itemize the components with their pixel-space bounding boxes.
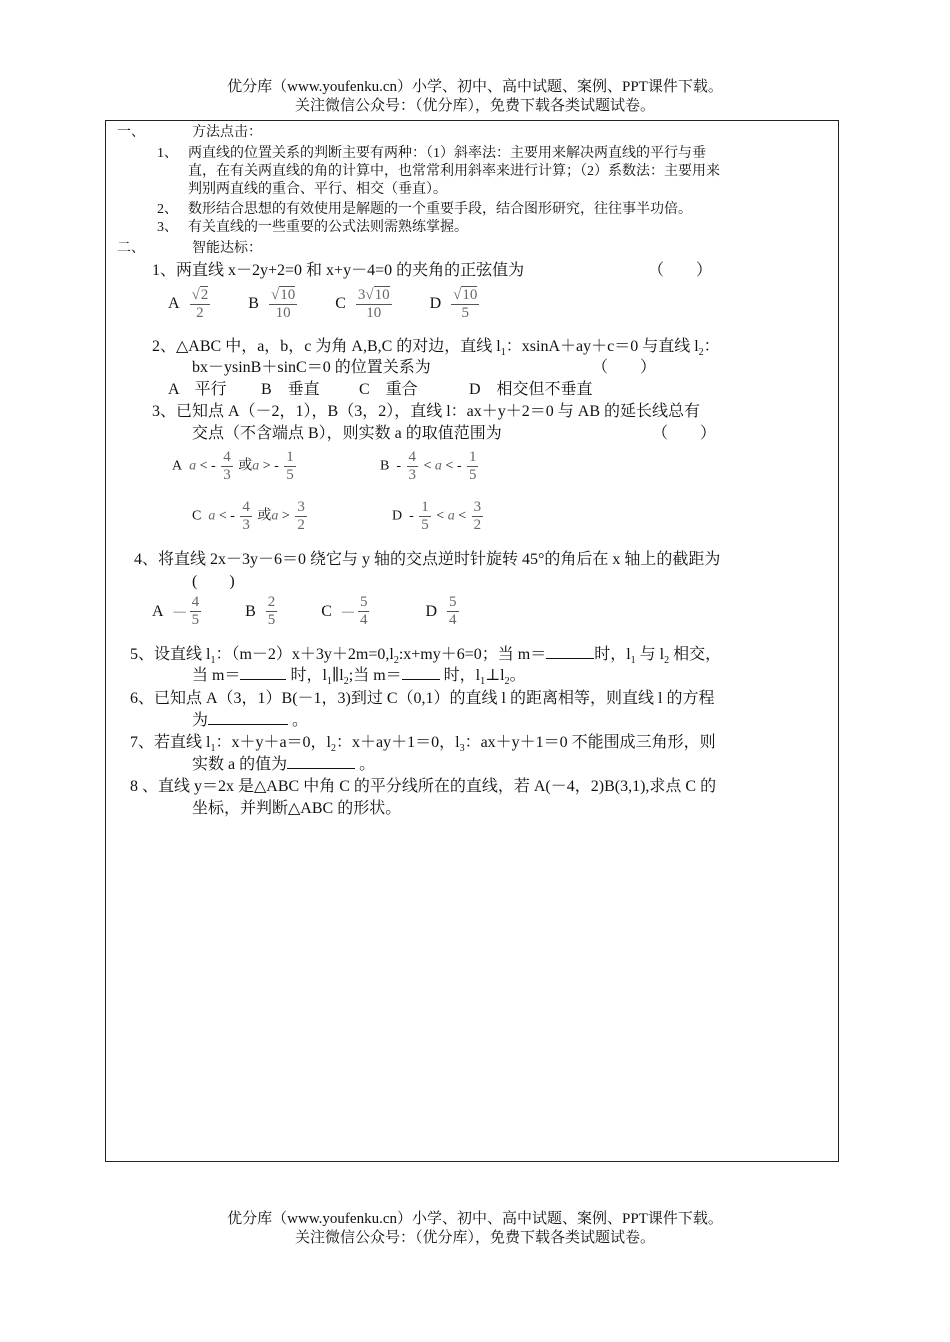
- q5-blank-2[interactable]: [240, 679, 286, 680]
- q3-option-a[interactable]: A a < - $\frac{4}{3}$ 或a > - $\frac{1}{5}$: [172, 449, 294, 483]
- section2-title: 智能达标：: [192, 241, 262, 256]
- q6-blank[interactable]: [208, 724, 288, 725]
- q1-answer-paren: （ ）: [648, 262, 713, 279]
- method-item-2-num: 2、: [157, 202, 178, 217]
- q4-answer-paren: ( ): [192, 573, 235, 590]
- q6-line-2: 为 。: [192, 712, 309, 729]
- method-item-1-num: 1、: [157, 146, 178, 161]
- q3-answer-paren: （ ）: [652, 425, 717, 442]
- q5-line-2: 当 m＝ 时，$l_1\parallel l_2$;当 m＝ 时，$l_1\perp l_2$。: [192, 667, 526, 688]
- q2-option-a[interactable]: A 平行: [168, 381, 227, 398]
- q3-option-d[interactable]: D - $\frac{1}{5}$ < a < $\frac{3}{2}$: [392, 499, 482, 533]
- footer-line-2: 关注微信公众号：（优分库），免费下载各类试题试卷。: [294, 1230, 655, 1246]
- q8-line-2: 坐标，并判断△ABC 的形状。: [192, 800, 402, 817]
- q1-option-d[interactable]: D $\frac{√10}{5}$: [429, 287, 478, 321]
- q5-blank-3[interactable]: [402, 679, 440, 680]
- method-item-3-text: 有关直线的一些重要的公式法则需熟练掌握。: [188, 220, 468, 235]
- q4-options: [152, 594, 493, 629]
- q3-option-c[interactable]: C a < - $\frac{4}{3}$ 或a > $\frac{3}{2}$: [192, 499, 305, 533]
- q4-line-1: 4、将直线 2x－3y－6＝0 绕它与 y 轴的交点逆时针旋转 45°的角后在 x 轴上的截距为: [134, 551, 721, 568]
- section2-number: 二、: [117, 241, 145, 256]
- method-item-1-line-2: 直，在有关两直线的角的计算中，也常常利用斜率来进行计算；（2）系数法：主要用来: [188, 164, 720, 179]
- q4-option-c[interactable]: C － $\frac{5}{4}$: [321, 594, 368, 628]
- q2-answer-paren: （ ）: [592, 359, 657, 376]
- header-line-2: 关注微信公众号：（优分库），免费下载各类试题试卷。: [294, 98, 655, 114]
- method-item-3-num: 3、: [157, 220, 178, 235]
- q1-option-b[interactable]: B $\frac{√10}{10}$: [248, 287, 296, 321]
- page-footer: [0, 1210, 950, 1248]
- q5-blank-1[interactable]: [546, 658, 594, 659]
- method-item-1-line-3: 判别两直线的重合、平行、相交（垂直）。: [188, 182, 447, 197]
- q7-line-1: 7、若直线 $l_1$：x＋y＋a＝0，$l_2$：x＋ay＋1＝0，$l_3$：ax＋y＋1＝0 不能围成三角形，则: [130, 734, 716, 755]
- q4-option-d[interactable]: D $\frac{5}{4}$: [425, 594, 457, 628]
- footer-line-1: 优分库（www.youfenku.cn）小学、初中、高中试题、案例、PPT课件下载。: [227, 1211, 723, 1227]
- q2-line-2: bx－ysinB＋sinC＝0 的位置关系为: [192, 359, 431, 376]
- q1-options: [168, 286, 513, 322]
- q6-line-1: 6、已知点 A（3，1）B(－1，3)到过 C（0,1）的直线 l 的距离相等，则直线 l 的方程: [130, 690, 715, 707]
- page-header: [0, 78, 950, 116]
- q4-option-a[interactable]: A － $\frac{4}{5}$: [152, 594, 200, 628]
- q3-option-b[interactable]: B - $\frac{4}{3}$ < a < - $\frac{1}{5}$: [380, 449, 477, 483]
- q7-line-2: 实数 a 的值为 。: [192, 756, 376, 773]
- section1-title: 方法点击：: [192, 125, 262, 140]
- q3-line-2: 交点（不含端点 B），则实数 a 的取值范围为: [192, 425, 502, 442]
- q2-option-c[interactable]: C 重合: [359, 381, 418, 398]
- method-item-1-line-1: 两直线的位置关系的判断主要有两种：（1）斜率法：主要用来解决两直线的平行与垂: [188, 146, 706, 161]
- method-item-2-text: 数形结合思想的有效使用是解题的一个重要手段，结合图形研究，往往事半功倍。: [188, 202, 692, 217]
- section1-number: 一、: [117, 125, 145, 140]
- q8-line-1: 8 、直线 y＝2x 是△ABC 中角 C 的平分线所在的直线，若 A(－4，2)B(3,1),求点 C 的: [130, 778, 717, 795]
- q3-line-1: 3、已知点 A（－2，1），B（3，2），直线 l：ax＋y＋2＝0 与 AB 的延长线总有: [152, 403, 701, 420]
- q1-option-a[interactable]: A $\frac{√2}{2}$: [168, 287, 209, 321]
- q2-option-d[interactable]: D 相交但不垂直: [469, 381, 593, 398]
- header-line-1: 优分库（www.youfenku.cn）小学、初中、高中试题、案例、PPT课件下载。: [227, 79, 723, 95]
- q7-blank[interactable]: [287, 768, 355, 769]
- q2-option-b[interactable]: B 垂直: [261, 381, 320, 398]
- q5-line-1: 5、设直线 $l_1$：$(m-2)x+3y+2m=0,l_2:x+my+6=0$；当 m＝ 时，$l_1$ 与 $l_2$ 相交，: [130, 646, 722, 667]
- q4-option-b[interactable]: B $\frac{2}{5}$: [245, 594, 276, 628]
- q1-option-c[interactable]: C $\frac{3√10}{10}$: [335, 287, 390, 321]
- q1-stem: 1、两直线 x－2y+2=0 和 x+y－4=0 的夹角的正弦值为: [152, 262, 525, 279]
- q2-line-1: 2、△ABC 中，a，b，c 为角 A,B,C 的对边，直线 $l_1$：xsinA＋ay＋c＝0 与直线 $l_2$：: [152, 338, 720, 359]
